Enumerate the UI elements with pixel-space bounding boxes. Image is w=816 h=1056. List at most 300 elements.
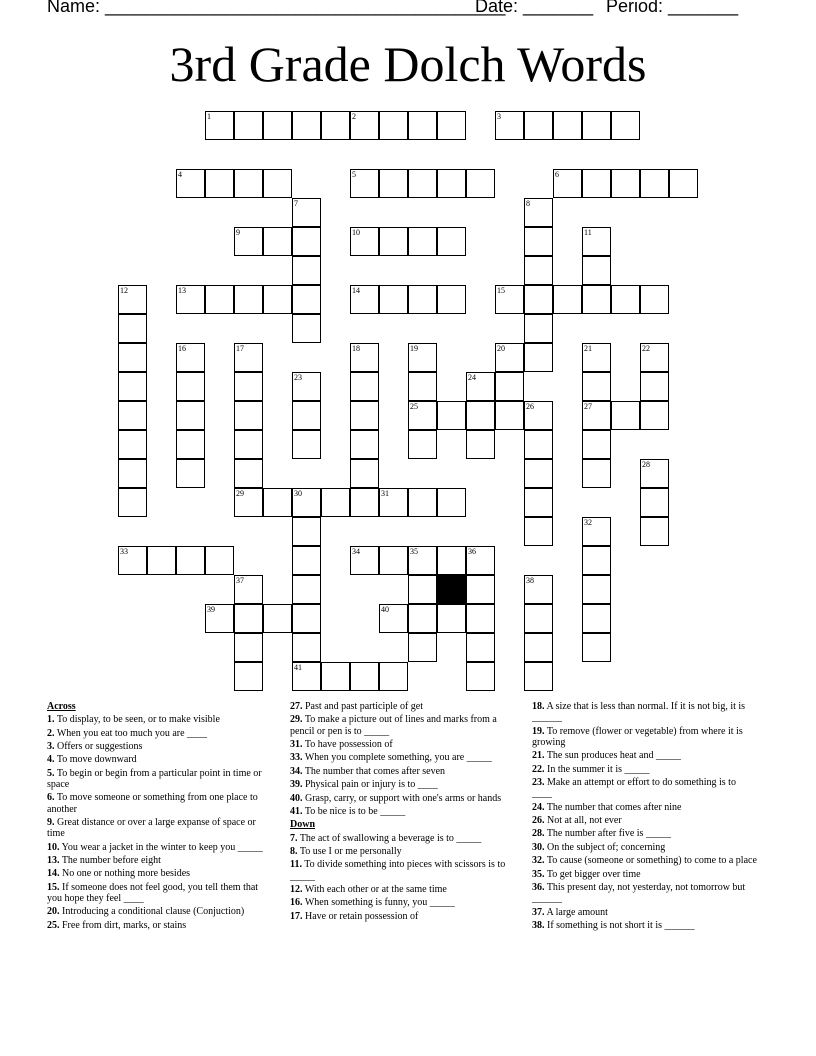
crossword-cell[interactable]	[408, 633, 437, 662]
crossword-cell[interactable]	[582, 256, 611, 285]
clue-item-number: 2.	[47, 727, 55, 739]
clue-number: 32	[584, 518, 592, 527]
crossword-cell[interactable]	[524, 256, 553, 285]
clue-item-number: 8.	[290, 845, 298, 857]
crossword-cell[interactable]	[640, 459, 669, 488]
clue-item-text: To cause (someone or something) to come to a place	[544, 855, 757, 867]
clue-number: 29	[236, 489, 244, 498]
clue-item	[290, 701, 515, 712]
clue-item-number: 13.	[47, 854, 60, 866]
crossword-cell[interactable]	[640, 285, 669, 314]
crossword-cell[interactable]	[292, 285, 321, 314]
clue-item	[290, 833, 515, 844]
crossword-cell[interactable]	[524, 198, 553, 227]
clue-number: 35	[410, 547, 418, 556]
crossword-cell[interactable]	[118, 430, 147, 459]
clue-item-text: To get bigger over time	[544, 868, 641, 880]
across-heading: Across	[47, 701, 76, 712]
crossword-cell[interactable]	[350, 401, 379, 430]
crossword-cell[interactable]	[350, 459, 379, 488]
crossword-cell[interactable]	[205, 604, 234, 633]
crossword-cell[interactable]	[292, 662, 321, 691]
clue-column-1	[47, 701, 272, 933]
crossword-cell[interactable]	[582, 430, 611, 459]
crossword-cell[interactable]	[466, 401, 495, 430]
crossword-cell[interactable]	[379, 662, 408, 691]
crossword-cell[interactable]	[466, 575, 495, 604]
crossword-cell[interactable]	[147, 546, 176, 575]
clue-item-number: 25.	[47, 919, 60, 931]
crossword-cell[interactable]	[234, 169, 263, 198]
crossword-cell[interactable]	[582, 604, 611, 633]
crossword-cell[interactable]	[234, 633, 263, 662]
clue-number: 11	[584, 228, 592, 237]
clue-number: 22	[642, 344, 650, 353]
crossword-cell[interactable]	[350, 430, 379, 459]
crossword-cell[interactable]	[466, 662, 495, 691]
crossword-cell[interactable]	[408, 546, 437, 575]
clue-item-number: 6.	[47, 792, 55, 804]
crossword-cell[interactable]	[118, 401, 147, 430]
clue-item-number: 27.	[290, 701, 303, 712]
crossword-cell[interactable]	[379, 227, 408, 256]
crossword-cell[interactable]	[292, 256, 321, 285]
clue-item-text: A size that is less than normal. If it is not big, it is ______	[532, 701, 746, 724]
crossword-cell[interactable]	[205, 546, 234, 575]
crossword-cell[interactable]	[292, 488, 321, 517]
crossword-cell[interactable]	[524, 227, 553, 256]
crossword-cell[interactable]	[176, 546, 205, 575]
crossword-cell[interactable]	[611, 111, 640, 140]
crossword-cell[interactable]	[292, 372, 321, 401]
clue-number: 12	[120, 286, 128, 295]
clue-number: 26	[526, 402, 534, 411]
clue-item	[47, 868, 272, 879]
crossword-cell[interactable]	[524, 662, 553, 691]
clue-item-text: To have possession of	[302, 738, 393, 750]
crossword-cell[interactable]	[234, 430, 263, 459]
crossword-cell[interactable]	[524, 604, 553, 633]
crossword-cell[interactable]	[611, 169, 640, 198]
clue-item-number: 36.	[532, 881, 545, 893]
date-field[interactable]: Date: _______	[475, 0, 594, 16]
crossword-cell[interactable]	[553, 169, 582, 198]
crossword-cell[interactable]	[582, 401, 611, 430]
clue-number: 21	[584, 344, 592, 353]
name-field[interactable]: Name: ________________________________________	[47, 0, 506, 16]
clue-number: 40	[381, 605, 389, 614]
crossword-cell[interactable]	[408, 430, 437, 459]
clue-item-number: 4.	[47, 754, 55, 766]
crossword-cell[interactable]	[466, 430, 495, 459]
crossword-cell[interactable]	[495, 401, 524, 430]
crossword-cell[interactable]	[321, 111, 350, 140]
crossword-cell[interactable]	[524, 401, 553, 430]
clue-item	[290, 739, 515, 750]
crossword-cell[interactable]	[524, 314, 553, 343]
crossword-cell[interactable]	[118, 488, 147, 517]
crossword-cell[interactable]	[640, 517, 669, 546]
crossword-cell[interactable]	[582, 227, 611, 256]
clue-item	[532, 764, 757, 775]
clue-item-text: Physical pain or injury is to ____	[302, 779, 438, 791]
crossword-cell[interactable]	[292, 198, 321, 227]
crossword-cell[interactable]	[466, 633, 495, 662]
crossword-cell[interactable]	[524, 488, 553, 517]
crossword-cell[interactable]	[466, 546, 495, 575]
crossword-cell[interactable]	[292, 575, 321, 604]
clue-item	[47, 882, 272, 904]
clue-item	[47, 728, 272, 739]
crossword-cell[interactable]	[263, 604, 292, 633]
crossword-cell[interactable]	[234, 575, 263, 604]
crossword-cell[interactable]	[640, 401, 669, 430]
crossword-cell[interactable]	[582, 343, 611, 372]
crossword-cell[interactable]	[408, 372, 437, 401]
crossword-cell[interactable]	[408, 169, 437, 198]
clue-item	[47, 855, 272, 866]
clue-item-text: To use I or me personally	[297, 845, 402, 857]
crossword-cell[interactable]	[640, 343, 669, 372]
crossword-cell[interactable]	[437, 169, 466, 198]
clue-number: 3	[497, 112, 501, 121]
clue-number: 33	[120, 547, 128, 556]
crossword-cell[interactable]	[582, 285, 611, 314]
clue-item-text: The number after five is _____	[544, 828, 671, 840]
clue-item-text: Free from dirt, marks, or stains	[59, 919, 187, 931]
clue-item-number: 11.	[290, 859, 302, 871]
clue-item	[532, 907, 757, 918]
clue-item-text: When something is funny, you _____	[302, 897, 455, 909]
clue-item-text: If something is not short it is ______	[544, 919, 695, 931]
crossword-cell[interactable]	[408, 343, 437, 372]
clue-item-number: 30.	[532, 841, 545, 853]
clue-number: 25	[410, 402, 418, 411]
crossword-cell[interactable]	[292, 227, 321, 256]
crossword-cell[interactable]	[292, 604, 321, 633]
crossword-cell[interactable]	[234, 662, 263, 691]
crossword-cell[interactable]	[495, 111, 524, 140]
crossword-cell[interactable]	[350, 285, 379, 314]
crossword-cell[interactable]	[263, 488, 292, 517]
clue-item	[532, 701, 757, 723]
clue-item	[532, 750, 757, 761]
clue-item-text: The number that comes after seven	[302, 765, 446, 777]
clue-item-text: To divide something into pieces with scissors is to _____	[290, 859, 506, 882]
crossword-cell[interactable]	[292, 633, 321, 662]
crossword-cell[interactable]	[350, 546, 379, 575]
crossword-cell[interactable]	[582, 459, 611, 488]
clue-item	[290, 846, 515, 857]
clue-item	[47, 754, 272, 765]
clue-item-text: When you complete something, you are _____	[302, 752, 492, 764]
crossword-cell[interactable]	[611, 401, 640, 430]
clue-number: 27	[584, 402, 592, 411]
crossword-cell[interactable]	[379, 546, 408, 575]
clue-number: 1	[207, 112, 211, 121]
clue-item	[532, 882, 757, 904]
crossword-cell[interactable]	[437, 488, 466, 517]
crossword-cell[interactable]	[234, 227, 263, 256]
crossword-cell[interactable]	[234, 488, 263, 517]
crossword-cell[interactable]	[234, 285, 263, 314]
crossword-cell[interactable]	[118, 372, 147, 401]
clue-item-number: 7.	[290, 832, 298, 844]
crossword-cell[interactable]	[379, 488, 408, 517]
clue-number: 17	[236, 344, 244, 353]
clue-item-number: 39.	[290, 779, 303, 791]
clue-item-number: 34.	[290, 765, 303, 777]
clue-item-text: Great distance or over a large expanse of space or time	[47, 816, 256, 840]
crossword-cell[interactable]	[350, 227, 379, 256]
clue-number: 37	[236, 576, 244, 585]
crossword-cell[interactable]	[205, 111, 234, 140]
crossword-cell[interactable]	[379, 111, 408, 140]
crossword-cell[interactable]	[321, 488, 350, 517]
crossword-cell[interactable]	[234, 343, 263, 372]
crossword-cell[interactable]	[524, 430, 553, 459]
clue-item-text: To move someone or something from one place to another	[47, 792, 258, 815]
clue-item-number: 17.	[290, 910, 303, 922]
clue-item-number: 32.	[532, 855, 545, 867]
crossword-cell[interactable]	[437, 285, 466, 314]
clue-item-text: To move downward	[54, 754, 137, 766]
crossword-cell[interactable]	[350, 343, 379, 372]
clue-item-text: The number that comes after nine	[544, 801, 682, 813]
clue-number: 5	[352, 170, 356, 179]
crossword-cell[interactable]	[176, 372, 205, 401]
clue-number: 4	[178, 170, 182, 179]
crossword-cell[interactable]	[582, 169, 611, 198]
clue-number: 14	[352, 286, 360, 295]
clue-item-number: 38.	[532, 919, 545, 931]
clue-number: 34	[352, 547, 360, 556]
crossword-cell[interactable]	[495, 372, 524, 401]
clue-item	[532, 726, 757, 748]
clue-item-number: 12.	[290, 883, 303, 895]
clue-number: 18	[352, 344, 360, 353]
crossword-cell[interactable]	[408, 488, 437, 517]
clue-item	[47, 768, 272, 790]
clue-item-number: 33.	[290, 752, 303, 764]
clue-item	[47, 842, 272, 853]
crossword-cell[interactable]	[350, 111, 379, 140]
crossword-cell[interactable]	[524, 343, 553, 372]
page-title: 3rd Grade Dolch Words	[169, 36, 647, 92]
clue-number: 38	[526, 576, 534, 585]
clue-item-text: The act of swallowing a beverage is to _____	[297, 832, 482, 844]
crossword-cell[interactable]	[437, 546, 466, 575]
clue-item-text: The sun produces heat and _____	[544, 750, 681, 762]
crossword-cell[interactable]	[582, 633, 611, 662]
clue-item-text: On the subject of; concerning	[544, 841, 666, 853]
crossword-cell[interactable]	[176, 169, 205, 198]
crossword-cell[interactable]	[437, 604, 466, 633]
crossword-cell[interactable]	[408, 227, 437, 256]
crossword-cell[interactable]	[408, 604, 437, 633]
clue-item-number: 20.	[47, 906, 60, 918]
crossword-cell[interactable]	[379, 285, 408, 314]
crossword-cell[interactable]	[292, 430, 321, 459]
clue-item-text: Introducing a conditional clause (Conjuction)	[59, 906, 245, 918]
clue-item-number: 19.	[532, 725, 545, 737]
crossword-cell[interactable]	[466, 169, 495, 198]
crossword-cell[interactable]	[408, 111, 437, 140]
crossword-cell[interactable]	[582, 575, 611, 604]
clue-item-text: The number before eight	[59, 854, 161, 866]
crossword-cell[interactable]	[263, 285, 292, 314]
clue-number: 30	[294, 489, 302, 498]
clue-item-text: To make a picture out of lines and marks from a pencil or pen is to _____	[290, 714, 497, 737]
clue-item	[532, 815, 757, 826]
crossword-cell[interactable]	[205, 285, 234, 314]
clue-number: 41	[294, 663, 302, 672]
crossword-cell[interactable]	[553, 111, 582, 140]
clue-item	[290, 766, 515, 777]
clue-item-number: 40.	[290, 792, 303, 804]
crossword-cell[interactable]	[205, 169, 234, 198]
clue-item-number: 28.	[532, 828, 545, 840]
clue-column-3	[532, 701, 757, 933]
crossword-cell[interactable]	[292, 546, 321, 575]
crossword-cell[interactable]	[640, 488, 669, 517]
clue-item-text: If someone does not feel good, you tell them that you hope they feel ____	[47, 881, 259, 904]
crossword-cell[interactable]	[176, 343, 205, 372]
crossword-cell[interactable]	[292, 111, 321, 140]
clue-item-text: With each other or at the same time	[302, 883, 447, 895]
clue-number: 13	[178, 286, 186, 295]
crossword-cell[interactable]	[118, 546, 147, 575]
clue-item	[532, 842, 757, 853]
clue-item	[532, 855, 757, 866]
crossword-cell[interactable]	[176, 285, 205, 314]
crossword-cell[interactable]	[234, 459, 263, 488]
crossword-cell[interactable]	[524, 285, 553, 314]
crossword-cell[interactable]	[263, 111, 292, 140]
clue-item-text: In the summer it is _____	[544, 763, 650, 775]
crossword-cell[interactable]	[524, 459, 553, 488]
clue-number: 24	[468, 373, 476, 382]
crossword-cell[interactable]	[524, 633, 553, 662]
crossword-cell[interactable]	[582, 517, 611, 546]
clue-number: 31	[381, 489, 389, 498]
crossword-cell[interactable]	[669, 169, 698, 198]
period-field[interactable]: Period: _______	[606, 0, 739, 16]
crossword-cell[interactable]	[466, 372, 495, 401]
clue-item-text: Offers or suggestions	[54, 740, 143, 752]
crossword-cell[interactable]	[640, 372, 669, 401]
crossword-cell[interactable]	[292, 517, 321, 546]
crossword-cell[interactable]	[466, 604, 495, 633]
clue-item-number: 10.	[47, 841, 60, 853]
crossword-cell[interactable]	[408, 575, 437, 604]
crossword-cell[interactable]	[350, 662, 379, 691]
crossword-cell[interactable]	[437, 401, 466, 430]
crossword-cell[interactable]	[292, 314, 321, 343]
clue-item	[47, 906, 272, 917]
clue-number: 15	[497, 286, 505, 295]
clue-item-text: A large amount	[544, 906, 608, 918]
clue-item-number: 21.	[532, 750, 545, 762]
clue-item-number: 14.	[47, 868, 60, 880]
clue-item	[532, 777, 757, 799]
clue-item-number: 31.	[290, 738, 303, 750]
clue-item-text: No one or nothing more besides	[59, 868, 191, 880]
crossword-cell[interactable]	[263, 227, 292, 256]
crossword-cell[interactable]	[582, 546, 611, 575]
crossword-cell[interactable]	[176, 401, 205, 430]
crossword-cell[interactable]	[350, 488, 379, 517]
clue-item	[290, 779, 515, 790]
crossword-cell[interactable]	[118, 314, 147, 343]
clue-item	[290, 884, 515, 895]
crossword-cell[interactable]	[350, 372, 379, 401]
crossword-cell[interactable]	[350, 169, 379, 198]
clue-item-text: This present day, not yesterday, not tomorrow but ______	[532, 881, 746, 905]
crossword-cell[interactable]	[118, 459, 147, 488]
crossword-cell[interactable]	[234, 111, 263, 140]
crossword-cell[interactable]	[321, 662, 350, 691]
crossword-cell[interactable]	[524, 575, 553, 604]
crossword-cell[interactable]	[437, 111, 466, 140]
clue-item	[290, 859, 515, 881]
clue-item-number: 15.	[47, 881, 60, 893]
clue-item	[290, 897, 515, 908]
clue-item-text: Grasp, carry, or support with one's arms or hands	[302, 792, 502, 804]
clue-item	[47, 714, 272, 725]
crossword-cell[interactable]	[495, 343, 524, 372]
clue-item-number: 22.	[532, 763, 545, 775]
crossword-cell[interactable]	[524, 517, 553, 546]
crossword-cell[interactable]	[176, 459, 205, 488]
crossword-cell[interactable]	[408, 285, 437, 314]
crossword-cell[interactable]	[234, 604, 263, 633]
crossword-cell[interactable]	[263, 169, 292, 198]
crossword-cell[interactable]	[176, 430, 205, 459]
crossword-cell[interactable]	[234, 372, 263, 401]
clue-item-number: 29.	[290, 714, 303, 726]
crossword-cell[interactable]	[379, 604, 408, 633]
crossword-cell[interactable]	[495, 285, 524, 314]
crossword-cell[interactable]	[118, 285, 147, 314]
crossword-cell[interactable]	[379, 169, 408, 198]
clue-number: 28	[642, 460, 650, 469]
crossword-cell[interactable]	[582, 111, 611, 140]
crossword-cell[interactable]	[582, 372, 611, 401]
down-heading: Down	[290, 819, 316, 831]
clue-number: 2	[352, 112, 356, 121]
clue-number: 23	[294, 373, 302, 382]
clue-number: 20	[497, 344, 505, 353]
crossword-cell[interactable]	[234, 401, 263, 430]
crossword-cell[interactable]	[118, 343, 147, 372]
crossword-cell[interactable]	[524, 111, 553, 140]
clue-number: 36	[468, 547, 476, 556]
crossword-cell[interactable]	[437, 227, 466, 256]
clue-item-number: 37.	[532, 906, 545, 918]
crossword-cell[interactable]	[553, 285, 582, 314]
clue-item-number: 1.	[47, 714, 55, 726]
crossword-cell[interactable]	[611, 285, 640, 314]
crossword-cell[interactable]	[408, 401, 437, 430]
clue-number: 16	[178, 344, 186, 353]
crossword-cell[interactable]	[292, 401, 321, 430]
clue-item-number: 16.	[290, 897, 303, 909]
crossword-cell[interactable]	[640, 169, 669, 198]
clue-item-text: Make an attempt or effort to do something is to ____	[532, 776, 736, 800]
clue-item-text: To remove (flower or vegetable) from where it is growing	[532, 725, 743, 748]
clue-item	[290, 911, 515, 922]
